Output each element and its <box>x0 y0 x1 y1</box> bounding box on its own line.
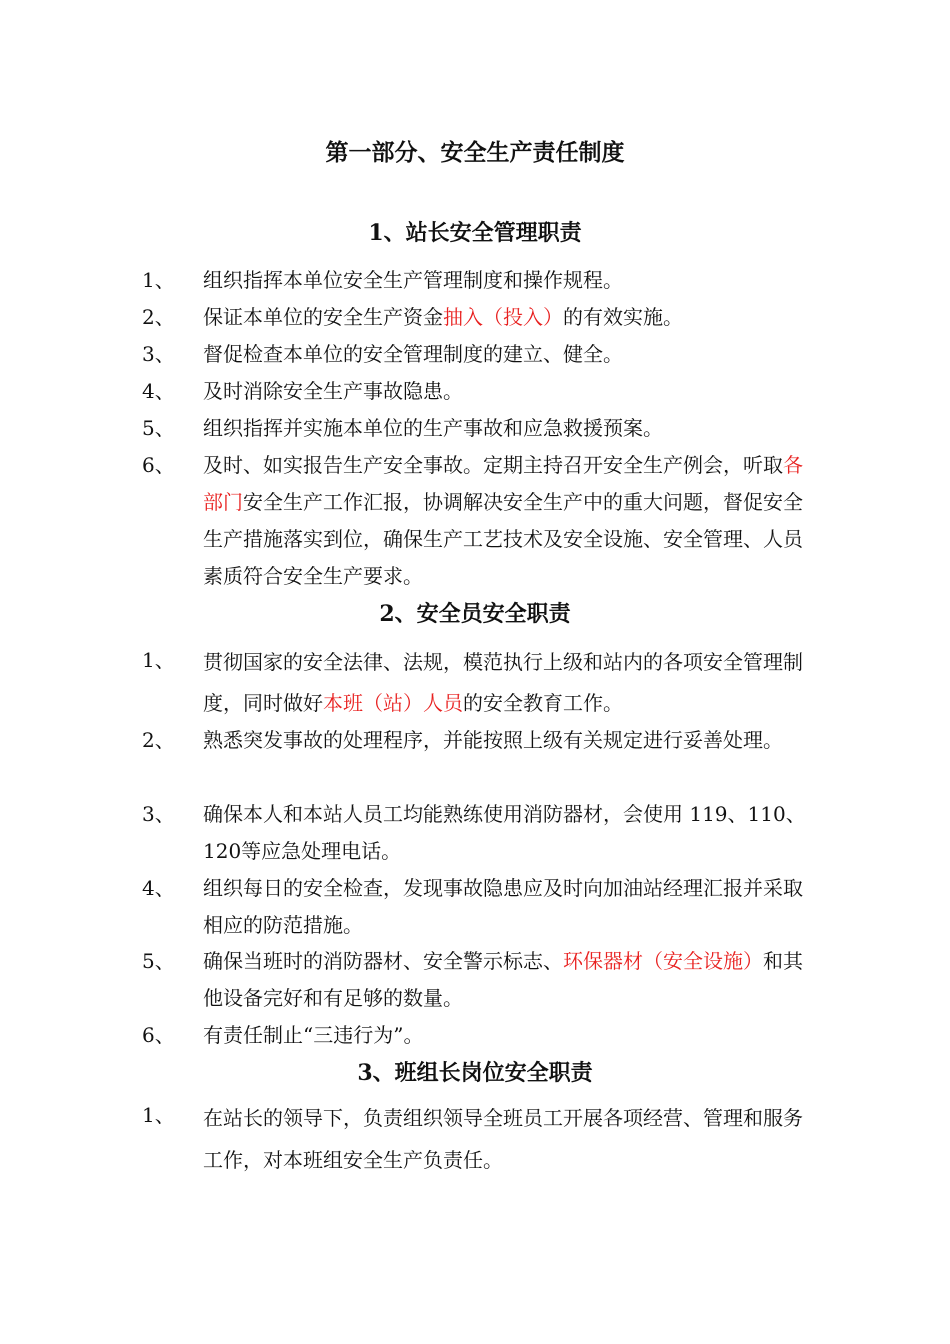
item-text: 贯彻国家的安全法律、法规，模范执行上级和站内的各项安全管理制度，同时做好本班（站）人员的安全教育工作。 <box>203 650 803 715</box>
highlighted-text: 环保器材（安全设施） <box>563 949 763 973</box>
highlighted-text: 各部门 <box>203 453 803 514</box>
item-text: 组织指挥本单位安全生产管理制度和操作规程。 <box>203 268 623 292</box>
item-text: 及时、如实报告生产安全事故。定期主持召开安全生产例会，听取各部门安全生产工作汇报，协调解决安全生产中的重大问题，督促安全生产措施落实到位，确保生产工艺技术及安全设施、安全管理、人员素质符合安全生产要求。 <box>203 453 803 588</box>
item-text: 及时消除安全生产事故隐患。 <box>203 379 463 403</box>
item-text: 在站长的领导下，负责组织领导全班员工开展各项经营、管理和服务工作，对本班组安全生产负责任。 <box>203 1106 803 1172</box>
item-text: 保证本单位的安全生产资金抽入（投入）的有效实施。 <box>203 305 683 329</box>
item-number: 6、 <box>142 453 175 477</box>
item-text: 有责任制止“三违行为”。 <box>203 1023 424 1047</box>
item-number: 2、 <box>142 728 175 752</box>
item-number: 4、 <box>142 379 175 403</box>
item-text: 组织每日的安全检查，发现事故隐患应及时向加油站经理汇报并采取相应的防范措施。 <box>203 876 803 937</box>
section-heading-3: 3、班组长岗位安全职责 <box>357 1060 593 1086</box>
item-number: 1、 <box>142 268 175 292</box>
item-text: 督促检查本单位的安全管理制度的建立、健全。 <box>203 342 623 366</box>
item-number: 3、 <box>142 342 175 366</box>
highlighted-text: 抽入（投入） <box>443 305 563 329</box>
item-number: 5、 <box>142 949 175 973</box>
item-number: 1、 <box>142 648 175 672</box>
item-number: 6、 <box>142 1023 175 1047</box>
item-number: 3、 <box>142 802 175 826</box>
item-number: 4、 <box>142 876 175 900</box>
item-text: 确保本人和本站人员工均能熟练使用消防器材，会使用 119、110、120等应急处理电话。 <box>203 802 806 863</box>
item-number: 5、 <box>142 416 175 440</box>
page-title: 第一部分、安全生产责任制度 <box>325 139 625 166</box>
item-number: 1、 <box>142 1103 175 1127</box>
section-heading-1: 1、站长安全管理职责 <box>368 220 582 246</box>
section-heading-2: 2、安全员安全职责 <box>379 601 571 627</box>
item-text: 熟悉突发事故的处理程序，并能按照上级有关规定进行妥善处理。 <box>203 728 783 752</box>
item-text: 确保当班时的消防器材、安全警示标志、环保器材（安全设施）和其他设备完好和有足够的数量。 <box>203 949 803 1010</box>
item-text: 组织指挥并实施本单位的生产事故和应急救援预案。 <box>203 416 663 440</box>
item-number: 2、 <box>142 305 175 329</box>
highlighted-text: 本班（站）人员 <box>323 691 463 715</box>
